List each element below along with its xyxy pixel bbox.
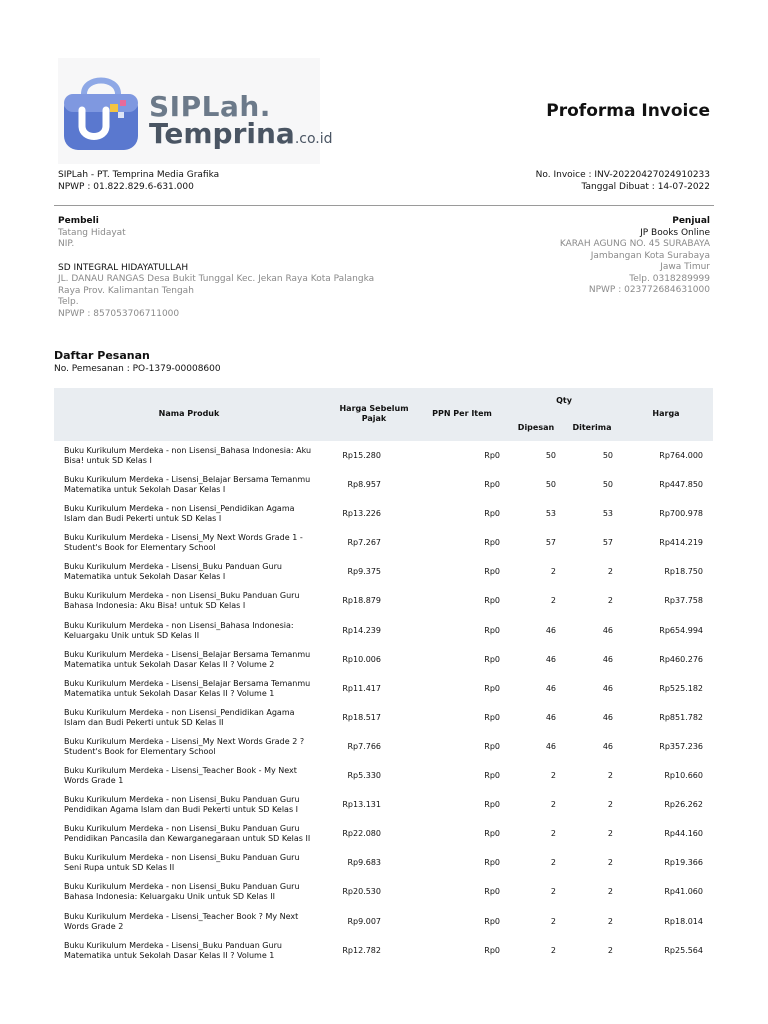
ppn-per-item: Rp0 xyxy=(484,858,500,868)
qty-ordered: 2 xyxy=(550,887,556,897)
table-row xyxy=(54,470,713,499)
product-name-line2: Keluargaku Unik untuk SD Kelas II xyxy=(64,630,200,640)
header-divider xyxy=(54,205,714,206)
product-name-line1: Buku Kurikulum Merdeka - non Lisensi_Bahasa Indonesia: Aku xyxy=(64,446,312,455)
qty-ordered: 2 xyxy=(550,916,556,926)
company-name: SIPLah - PT. Temprina Media Grafika xyxy=(58,170,220,180)
line-total: Rp26.262 xyxy=(664,800,703,810)
product-name xyxy=(64,708,319,728)
qty-ordered: 46 xyxy=(545,741,556,751)
price-before-tax: Rp22.080 xyxy=(342,829,381,839)
buyer-nip: NIP. xyxy=(58,239,75,249)
qty-ordered: 2 xyxy=(550,771,556,781)
qty-ordered: 57 xyxy=(545,538,556,548)
line-total: Rp414.219 xyxy=(659,538,703,548)
qty-ordered: 46 xyxy=(545,683,556,693)
product-name-line2: Matematika untuk Sekolah Dasar Kelas II ? Volume 1 xyxy=(64,688,275,698)
qty-received: 57 xyxy=(602,538,613,548)
table-row xyxy=(54,586,713,615)
ppn-per-item: Rp0 xyxy=(484,451,500,460)
table-row xyxy=(54,557,713,586)
table-row xyxy=(54,877,713,906)
ppn-per-item: Rp0 xyxy=(484,741,500,751)
price-before-tax: Rp10.006 xyxy=(342,654,381,664)
qty-ordered: 53 xyxy=(545,509,556,519)
table-row xyxy=(54,441,713,470)
table-row xyxy=(54,790,713,819)
price-before-tax: Rp7.766 xyxy=(347,741,381,751)
ppn-per-item: Rp0 xyxy=(484,509,500,519)
product-name xyxy=(64,795,319,815)
qty-ordered: 2 xyxy=(550,858,556,868)
qty-received: 2 xyxy=(607,800,613,810)
qty-received: 50 xyxy=(602,451,613,460)
product-name-line1: Buku Kurikulum Merdeka - Lisensi_Belajar Bersama Temanmu xyxy=(64,678,311,688)
product-name-line1: Buku Kurikulum Merdeka - non Lisensi_Pendidikan Agama xyxy=(64,504,295,514)
logo-word-siplah: SIPLah. xyxy=(149,90,271,123)
line-total: Rp357.236 xyxy=(659,741,703,751)
ppn-per-item: Rp0 xyxy=(484,800,500,810)
product-name xyxy=(64,766,319,786)
line-total: Rp764.000 xyxy=(659,451,703,460)
qty-received: 50 xyxy=(602,480,613,490)
product-name-line2: Pendidikan Pancasila dan Kewarganegaraan untuk SD Kelas II xyxy=(64,834,311,844)
qty-received: 2 xyxy=(607,945,613,955)
product-name-line2: Bahasa Indonesia: Keluargaku Unik untuk SD Kelas II xyxy=(64,892,275,902)
line-total: Rp41.060 xyxy=(664,887,703,897)
price-before-tax: Rp5.330 xyxy=(347,771,381,781)
qty-ordered: 50 xyxy=(545,451,556,460)
qty-ordered: 2 xyxy=(550,800,556,810)
product-name-line1: Buku Kurikulum Merdeka - Lisensi_My Next Words Grade 2 ? xyxy=(64,736,305,746)
qty-received: 2 xyxy=(607,916,613,926)
header-price-line1: Harga Sebelum xyxy=(339,404,409,413)
product-name xyxy=(64,591,319,611)
qty-ordered: 2 xyxy=(550,596,556,606)
table-row xyxy=(54,848,713,877)
product-name-line2: Matematika untuk Sekolah Dasar Kelas II ? Volume 1 xyxy=(64,950,275,960)
product-name-line1: Buku Kurikulum Merdeka - non Lisensi_Buku Panduan Guru xyxy=(64,824,300,834)
qty-received: 2 xyxy=(607,858,613,868)
company-npwp: NPWP : 01.822.829.6-631.000 xyxy=(58,181,194,192)
logo-word-temprina-text: Temprina xyxy=(149,117,295,150)
line-total: Rp37.758 xyxy=(664,596,703,606)
price-before-tax: Rp13.131 xyxy=(342,800,381,810)
ppn-per-item: Rp0 xyxy=(484,654,500,664)
buyer-telp: Telp. xyxy=(58,297,79,307)
product-name-line2: Words Grade 2 xyxy=(64,921,124,931)
qty-received: 53 xyxy=(602,509,613,519)
product-name xyxy=(64,912,319,932)
header-ppn: PPN Per Item xyxy=(432,409,492,418)
product-name xyxy=(64,941,319,961)
product-name-line2: Seni Rupa untuk SD Kelas II xyxy=(64,863,175,873)
ppn-per-item: Rp0 xyxy=(484,596,500,606)
seller-telp: Telp. 0318289999 xyxy=(629,273,710,284)
product-name-line1: Buku Kurikulum Merdeka - Lisensi_My Next Words Grade 1 - xyxy=(64,533,303,543)
buyer-label: Pembeli xyxy=(58,216,99,226)
table-row xyxy=(54,499,713,528)
orders-section-title: Daftar Pesanan xyxy=(54,349,150,362)
product-name-line2: Pendidikan Agama Islam dan Budi Pekerti untuk SD Kelas I xyxy=(64,805,299,815)
product-name-line2: Bahasa Indonesia: Aku Bisa! untuk SD Kelas I xyxy=(64,601,246,611)
product-name-line2: Matematika untuk Sekolah Dasar Kelas II ? Volume 2 xyxy=(64,659,275,669)
price-before-tax: Rp14.239 xyxy=(342,625,381,635)
line-total: Rp460.276 xyxy=(659,654,703,664)
seller-address-line2: Jambangan Kota Surabaya xyxy=(590,250,710,261)
line-total: Rp18.750 xyxy=(664,567,703,577)
product-name xyxy=(64,679,319,699)
product-name-line1: Buku Kurikulum Merdeka - Lisensi_Belajar Bersama Temanmu xyxy=(64,649,311,659)
invoice-date: Tanggal Dibuat : 14-07-2022 xyxy=(581,181,710,192)
product-name xyxy=(64,824,319,844)
qty-received: 2 xyxy=(607,771,613,781)
table-row xyxy=(54,616,713,645)
buyer-address-line1: JL. DANAU RANGAS Desa Bukit Tunggal Kec. Jekan Raya Kota Palangka xyxy=(58,274,375,284)
price-before-tax: Rp15.280 xyxy=(342,451,381,460)
qty-received: 2 xyxy=(607,887,613,897)
table-row xyxy=(54,732,713,761)
line-total: Rp851.782 xyxy=(659,712,703,722)
line-total: Rp447.850 xyxy=(659,480,703,490)
table-row xyxy=(54,703,713,732)
logo-domain-suffix: .co.id xyxy=(294,131,333,147)
qty-ordered: 46 xyxy=(545,654,556,664)
order-number: No. Pemesanan : PO-1379-00008600 xyxy=(54,364,221,374)
line-total: Rp25.564 xyxy=(664,945,703,955)
orders-table-header xyxy=(54,388,713,441)
ppn-per-item: Rp0 xyxy=(484,916,500,926)
ppn-per-item: Rp0 xyxy=(484,712,500,722)
qty-received: 46 xyxy=(602,683,613,693)
table-row xyxy=(54,936,713,965)
line-total: Rp654.994 xyxy=(659,625,703,635)
qty-received: 46 xyxy=(602,712,613,722)
product-name-line2: Matematika untuk Sekolah Dasar Kelas I xyxy=(64,572,226,582)
product-name-line1: Buku Kurikulum Merdeka - non Lisensi_Bahasa Indonesia: xyxy=(64,620,294,630)
header-ordered: Dipesan xyxy=(517,423,555,432)
buyer-spacer xyxy=(58,251,398,263)
product-name xyxy=(64,882,319,902)
seller-label: Penjual xyxy=(672,216,710,226)
product-name-line1: Buku Kurikulum Merdeka - Lisensi_Buku Panduan Guru xyxy=(64,562,282,572)
price-before-tax: Rp8.957 xyxy=(347,480,381,490)
table-row xyxy=(54,528,713,557)
seller-address-line3: Jawa Timur xyxy=(660,262,710,272)
qty-received: 46 xyxy=(602,625,613,635)
line-total: Rp19.366 xyxy=(664,858,703,868)
price-before-tax: Rp13.226 xyxy=(342,509,381,519)
qty-received: 46 xyxy=(602,741,613,751)
product-name-line1: Buku Kurikulum Merdeka - non Lisensi_Buku Panduan Guru xyxy=(64,795,300,805)
product-name-line2: Islam dan Budi Pekerti untuk SD Kelas II xyxy=(64,717,224,727)
ppn-per-item: Rp0 xyxy=(484,625,500,635)
price-before-tax: Rp7.267 xyxy=(347,538,381,548)
product-name-line1: Buku Kurikulum Merdeka - non Lisensi_Buku Panduan Guru xyxy=(64,853,300,863)
qty-received: 2 xyxy=(607,596,613,606)
product-name-line2: Matematika untuk Sekolah Dasar Kelas I xyxy=(64,485,226,495)
product-name xyxy=(64,475,319,495)
product-name-line2: Student's Book for Elementary School xyxy=(64,543,216,553)
ppn-per-item: Rp0 xyxy=(484,945,500,955)
product-name xyxy=(64,446,319,466)
qty-ordered: 2 xyxy=(550,567,556,577)
product-name-line2: Islam dan Budi Pekerti untuk SD Kelas I xyxy=(64,514,222,524)
table-row xyxy=(54,819,713,848)
ppn-per-item: Rp0 xyxy=(484,771,500,781)
price-before-tax: Rp18.879 xyxy=(342,596,381,606)
product-name-line2: Student's Book for Elementary School xyxy=(64,746,216,756)
header-received: Diterima xyxy=(572,423,612,432)
ppn-per-item: Rp0 xyxy=(484,887,500,897)
product-name-line1: Buku Kurikulum Merdeka - Lisensi_Teacher Book ? My Next xyxy=(64,911,299,921)
qty-ordered: 46 xyxy=(545,712,556,722)
price-before-tax: Rp9.007 xyxy=(347,916,381,926)
qty-received: 2 xyxy=(607,567,613,577)
buyer-address-line2: Raya Prov. Kalimantan Tengah xyxy=(58,285,194,296)
header-product: Nama Produk xyxy=(158,409,220,418)
buyer-name: Tatang Hidayat xyxy=(58,227,126,238)
product-name xyxy=(64,650,319,670)
qty-ordered: 50 xyxy=(545,480,556,490)
table-row xyxy=(54,761,713,790)
logo-word-temprina xyxy=(149,117,333,150)
seller-block xyxy=(450,216,710,297)
product-name-line1: Buku Kurikulum Merdeka - non Lisensi_Buku Panduan Guru xyxy=(64,591,300,601)
price-before-tax: Rp9.683 xyxy=(347,858,381,868)
product-name xyxy=(64,737,319,757)
price-before-tax: Rp18.517 xyxy=(342,712,381,722)
price-before-tax: Rp20.530 xyxy=(342,887,381,897)
orders-table-body xyxy=(54,441,713,965)
price-before-tax: Rp11.417 xyxy=(342,683,381,693)
price-before-tax: Rp9.375 xyxy=(347,567,381,577)
ppn-per-item: Rp0 xyxy=(484,683,500,693)
product-name-line2: Bisa! untuk SD Kelas I xyxy=(64,456,152,465)
product-name xyxy=(64,853,319,873)
table-row xyxy=(54,674,713,703)
qty-received: 46 xyxy=(602,654,613,664)
product-name-line1: Buku Kurikulum Merdeka - Lisensi_Belajar Bersama Temanmu xyxy=(64,475,311,485)
ppn-per-item: Rp0 xyxy=(484,538,500,548)
header-price-line2: Pajak xyxy=(361,414,387,423)
invoice-number: No. Invoice : INV-20220427024910233 xyxy=(535,170,710,180)
buyer-school: SD INTEGRAL HIDAYATULLAH xyxy=(58,262,189,273)
qty-received: 2 xyxy=(607,829,613,839)
line-total: Rp10.660 xyxy=(664,771,703,781)
product-name-line1: Buku Kurikulum Merdeka - Lisensi_Teacher Book - My Next xyxy=(64,766,297,776)
product-name xyxy=(64,504,319,524)
buyer-block xyxy=(58,216,398,320)
qty-ordered: 46 xyxy=(545,625,556,635)
product-name xyxy=(64,621,319,641)
product-name xyxy=(64,562,319,582)
company-info xyxy=(58,170,219,193)
table-row xyxy=(54,907,713,936)
header-price xyxy=(324,404,424,424)
seller-npwp: NPWP : 023772684631000 xyxy=(588,285,710,295)
invoice-meta xyxy=(536,170,710,193)
line-total: Rp700.978 xyxy=(659,509,703,519)
buyer-npwp: NPWP : 857053706711000 xyxy=(58,308,180,319)
ppn-per-item: Rp0 xyxy=(484,567,500,577)
line-total: Rp525.182 xyxy=(659,683,703,693)
table-row xyxy=(54,645,713,674)
product-name xyxy=(64,533,319,553)
qty-ordered: 2 xyxy=(550,829,556,839)
ppn-per-item: Rp0 xyxy=(484,829,500,839)
document-title: Proforma Invoice xyxy=(546,101,710,121)
product-name-line1: Buku Kurikulum Merdeka - non Lisensi_Buku Panduan Guru xyxy=(64,882,300,892)
header-total: Harga xyxy=(652,409,680,418)
seller-address-line1: KARAH AGUNG NO. 45 SURABAYA xyxy=(559,239,710,249)
price-before-tax: Rp12.782 xyxy=(342,945,381,955)
ppn-per-item: Rp0 xyxy=(484,480,500,490)
product-name-line2: Words Grade 1 xyxy=(64,776,124,786)
line-total: Rp18.014 xyxy=(664,916,703,926)
header-qty: Qty xyxy=(556,396,572,405)
product-name-line1: Buku Kurikulum Merdeka - non Lisensi_Pendidikan Agama xyxy=(64,707,295,717)
qty-ordered: 2 xyxy=(550,945,556,955)
product-name-line1: Buku Kurikulum Merdeka - Lisensi_Buku Panduan Guru xyxy=(64,940,282,950)
shopping-bag-logo-icon xyxy=(60,70,142,154)
line-total: Rp44.160 xyxy=(664,829,703,839)
seller-name: JP Books Online xyxy=(640,227,710,238)
